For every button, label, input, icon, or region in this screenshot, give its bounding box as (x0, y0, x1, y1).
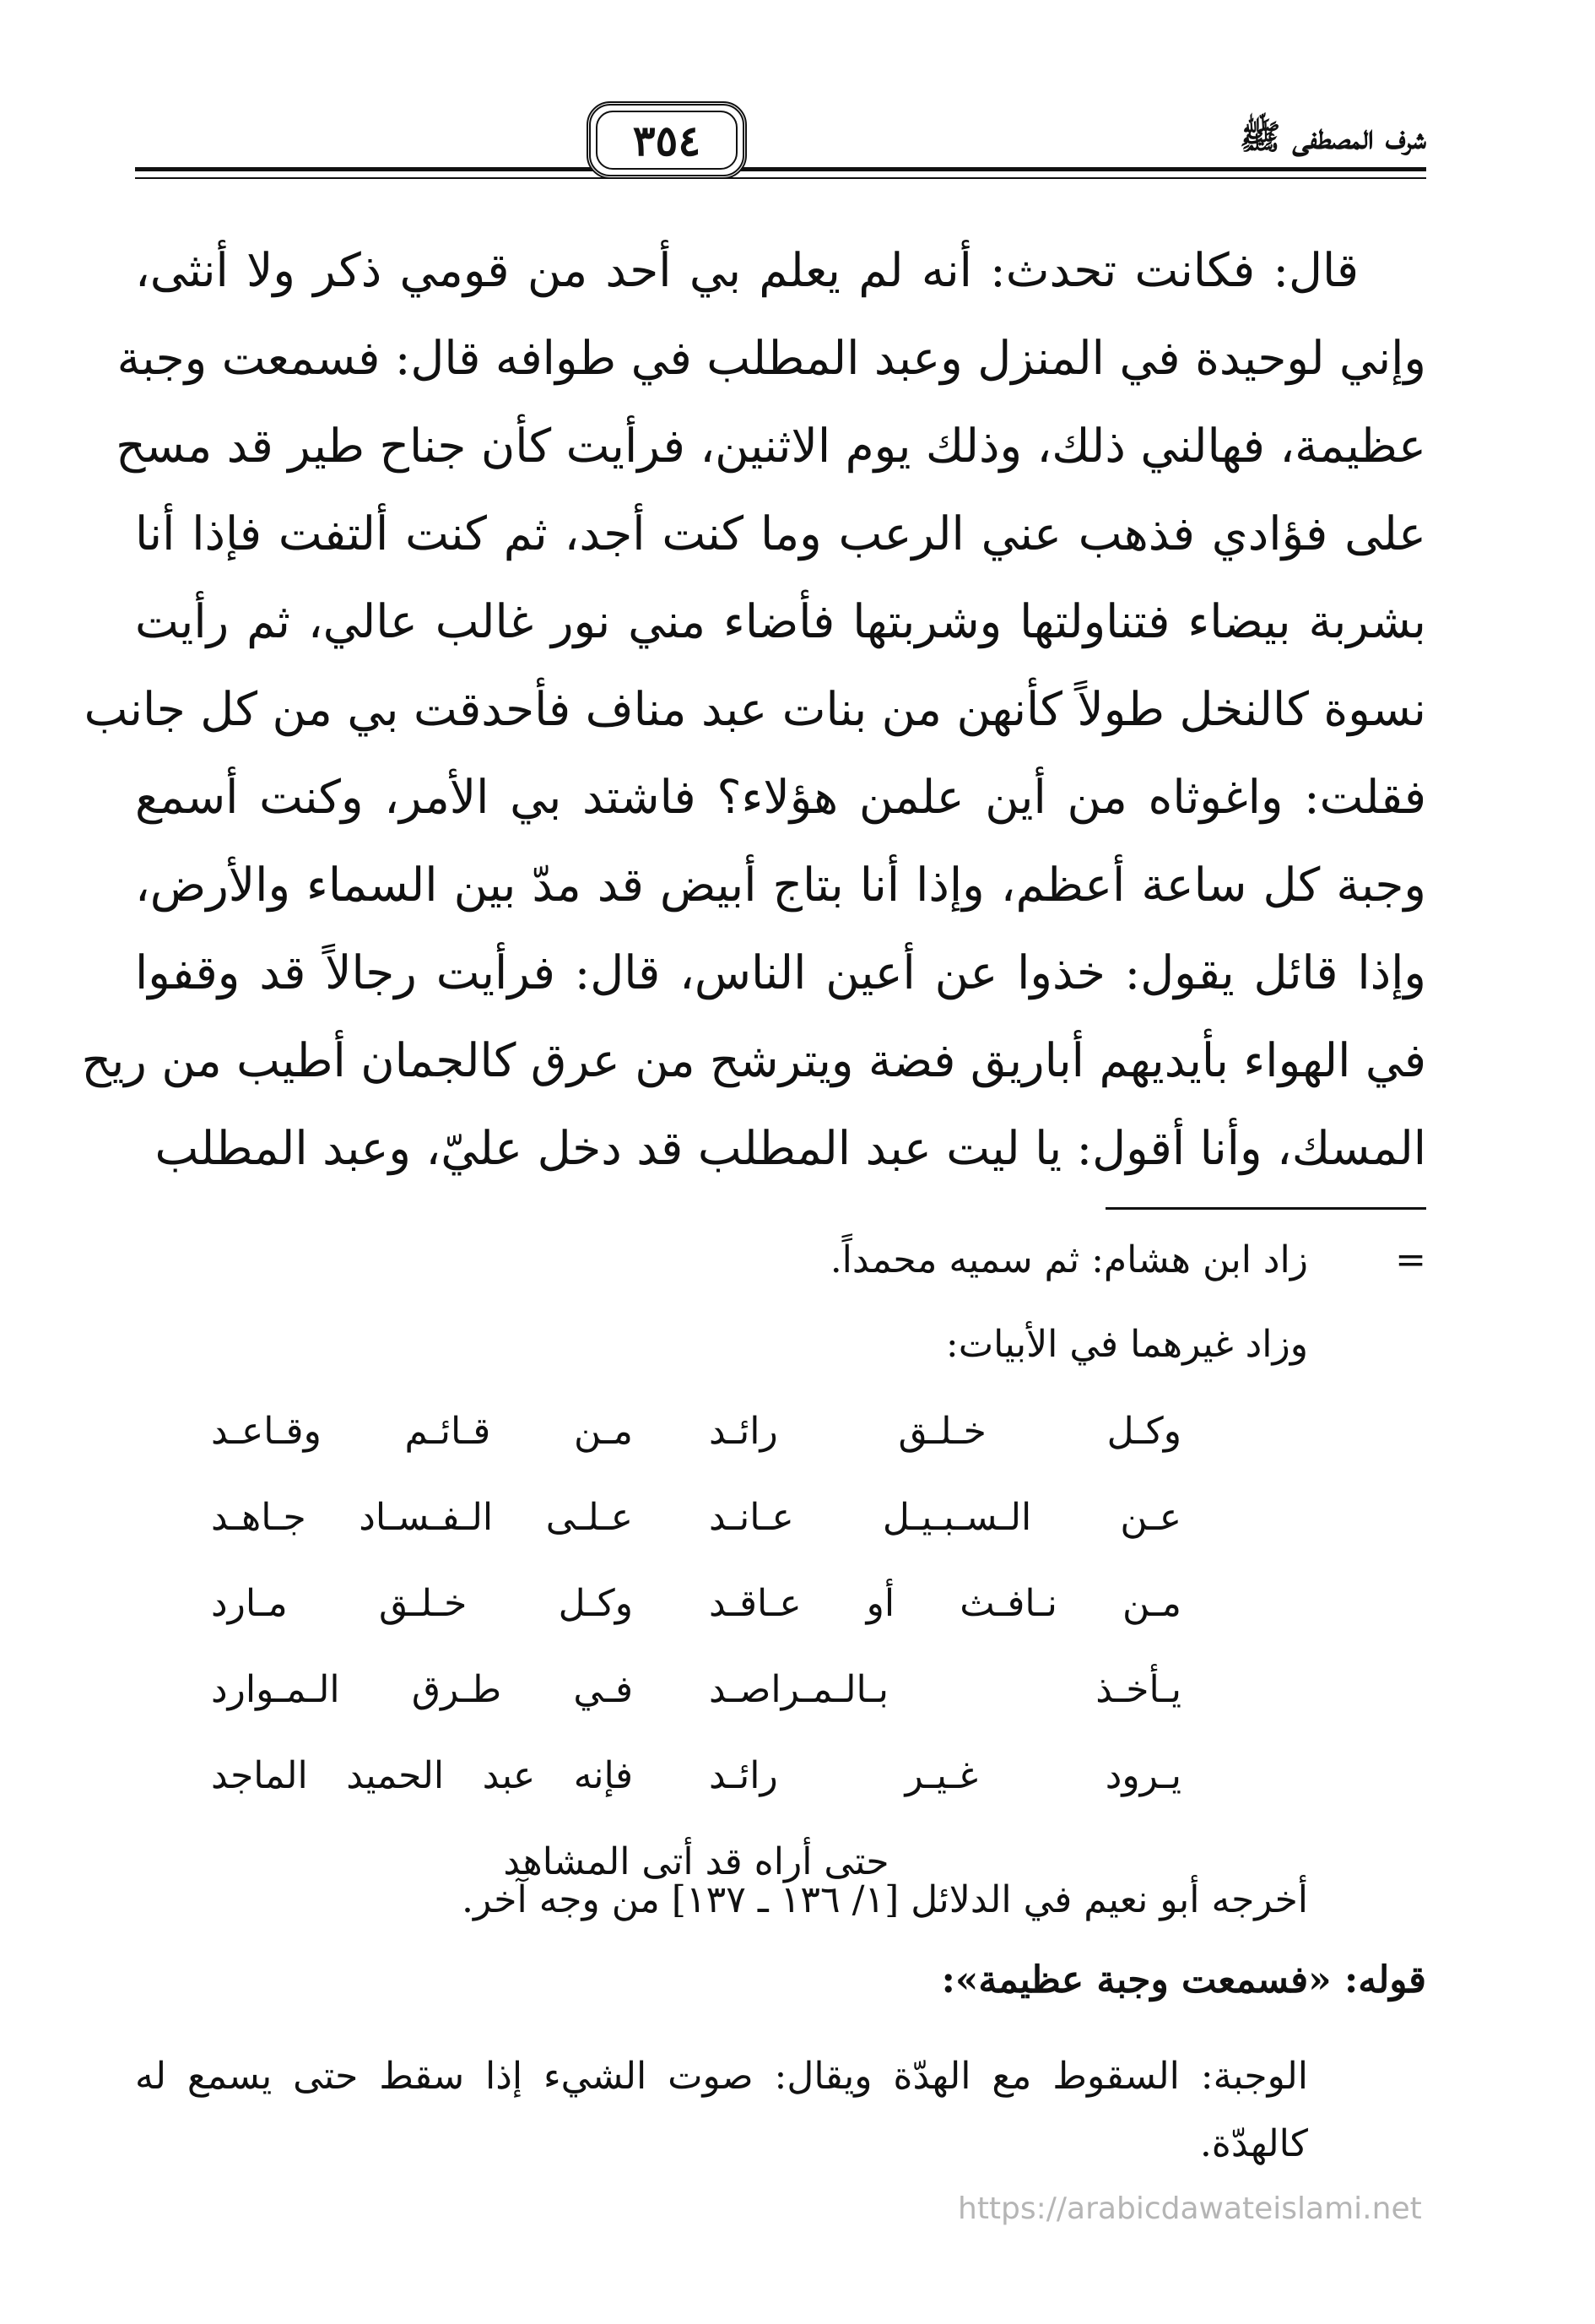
text-line: وإني لوحيدة في المنزل وعبد المطلب في طوافه قال: فسمعت وجبة (116, 331, 1426, 385)
verse-hemistich-right: وكـل خـلـق رائـد (709, 1410, 1181, 1453)
text-line: على فؤادي فذهب عني الرعب وما كنت أجد، ثم كنت ألتفت فإذا أنا (135, 507, 1426, 561)
verse-hemistich-left: فإنه عبد الحميد الماجد (211, 1754, 633, 1797)
footnote-source: أخرجه أبو نعيم في الدلائل [١/ ١٣٦ ـ ١٣٧] من وجه آخر. (462, 1878, 1308, 1921)
text-line: فقلت: واغوثاه من أين علمن هؤلاء؟ فاشتد بي الأمر، وكنت أسمع (135, 770, 1426, 824)
text-line: قال: فكانت تحدث: أنه لم يعلم بي أحد من قومي ذكر ولا أنثى، (135, 243, 1359, 297)
text-line: وإذا قائل يقول: خذوا عن أعين الناس، قال: فرأيت رجالاً قد وقفوا (135, 945, 1426, 999)
verse-row (211, 1410, 1181, 1496)
footnote-line: وزاد غيرهما في الأبيات: (945, 1323, 1308, 1366)
text-line: بشربة بيضاء فتناولتها وشربتها فأضاء مني نور غالب عالي، ثم رأيت (135, 594, 1426, 648)
verse-hemistich-left: عـلـى الـفـسـاد جـاهـد (211, 1496, 633, 1539)
commentary-line: كالهدّة. (1199, 2122, 1308, 2165)
main-paragraph (81, 226, 1426, 1192)
verse-hemistich-left: مـن قـائـم وقـاعـد (211, 1410, 633, 1453)
commentary-body (135, 2043, 1308, 2178)
verse-hemistich-right: يـأخـذ بـالـمـراصـد (709, 1668, 1181, 1711)
footnote-marker: = (1395, 1238, 1426, 1281)
page-header (135, 101, 1426, 194)
verse-hemistich-right: يـرود غـيـر رائـد (709, 1754, 1181, 1797)
text-line: المسك، وأنا أقول: يا ليت عبد المطلب قد دخل عليّ، وعبد المطلب (154, 1121, 1426, 1175)
footnote-separator (1106, 1207, 1426, 1210)
verse-final: حتى أراه قد أتى المشاهد (503, 1840, 889, 1883)
verse-hemistich-right: مـن نـافـث أو عـاقـد (709, 1582, 1181, 1625)
page-number: ٣٥٤ (632, 115, 701, 165)
commentary-line: الوجبة: السقوط مع الهدّة ويقال: صوت الشيء إذا سقط حتى يسمع له (135, 2055, 1308, 2098)
header-rule-thin (135, 177, 1426, 179)
book-title: شرف المصطفى ﷺ (1240, 117, 1426, 157)
text-line: نسوة كالنخل طولاً كأنهن من بنات عبد مناف فأحدقت بي من كل جانب (84, 682, 1426, 736)
footnote-line: زاد ابن هشام: ثم سميه محمداً. (830, 1238, 1308, 1281)
commentary-heading: قوله: «فسمعت وجبة عظيمة»: (941, 1958, 1426, 2002)
text-line: وجبة كل ساعة أعظم، وإذا أنا بتاج أبيض قد مدّ بين السماء والأرض، (135, 858, 1426, 912)
header-rule-thick (135, 167, 1426, 171)
watermark-url: https://arabicdawateislami.net (958, 2191, 1422, 2226)
verse-hemistich-left: وكـل خـلـق مـارد (211, 1582, 633, 1625)
page-number-frame (587, 101, 747, 179)
verse-row (211, 1754, 1181, 1840)
verse-row (211, 1668, 1181, 1754)
verse-block (211, 1410, 1181, 1916)
verse-hemistich-left: فـي طـرق الـمـوارد (211, 1668, 633, 1711)
verse-hemistich-right: عـن الـسـبـيـل عـانـد (709, 1496, 1181, 1539)
verse-row (211, 1582, 1181, 1668)
text-line: في الهواء بأيديهم أباريق فضة ويترشح من عرق كالجمان أطيب من ريح (81, 1033, 1426, 1087)
verse-row (211, 1496, 1181, 1582)
text-line: عظيمة، فهالني ذلك، وذلك يوم الاثنين، فرأيت كأن جناح طير قد مسح (116, 419, 1426, 473)
